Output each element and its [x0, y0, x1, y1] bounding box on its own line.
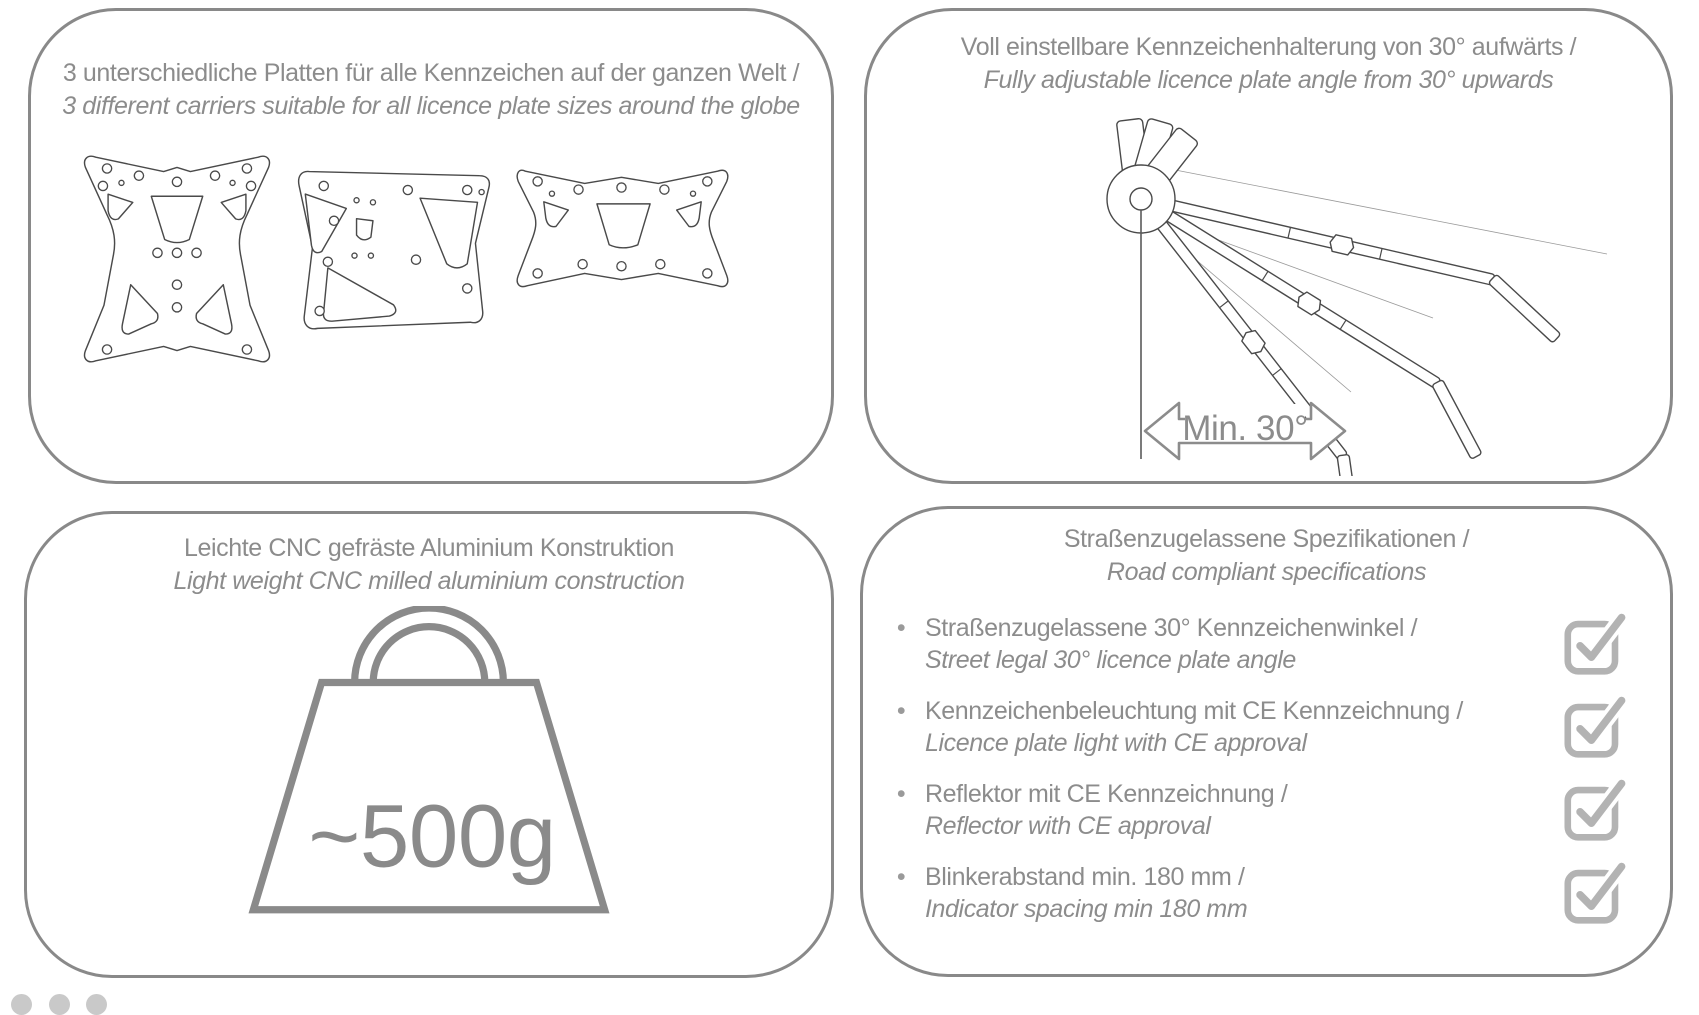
carrier-plate-1-drawing — [79, 151, 275, 367]
weight-value-label: ~500g — [308, 786, 556, 886]
adjustable-hinge-drawing — [995, 106, 1635, 476]
min-angle-arrow — [1145, 403, 1345, 459]
weight-title-de: Leichte CNC gefräste Aluminium Konstruktion — [184, 534, 674, 562]
checked-checkbox-icon — [1562, 775, 1634, 843]
angle-title-en: Fully adjustable licence plate angle from 30° upwards — [983, 66, 1554, 94]
spec-item-indicator-spacing — [877, 862, 1634, 926]
carriers-title — [31, 57, 831, 123]
min-angle-label: Min. 30° — [1182, 409, 1308, 448]
panel-carriers — [28, 8, 834, 484]
bullet-glyph: • — [896, 697, 906, 725]
spec-item-en: Licence plate light with CE approval — [925, 728, 1307, 757]
angle-title-de: Voll einstellbare Kennzeichenhalterung von 30° aufwärts / — [960, 33, 1577, 61]
bullet-glyph: • — [896, 614, 906, 642]
spec-item-light — [877, 696, 1634, 760]
spec-item-de: Straßenzugelassene 30° Kennzeichenwinkel / — [925, 614, 1418, 642]
carriers-title-de: 3 unterschiedliche Platten für alle Kennzeichen auf der ganzen Welt / — [62, 59, 800, 87]
bullet-glyph: • — [896, 863, 906, 891]
bullet-glyph: • — [896, 780, 906, 808]
weight-title — [27, 532, 831, 598]
specs-title-en: Road compliant specifications — [1106, 558, 1427, 586]
spec-item-en: Street legal 30° licence plate angle — [925, 645, 1296, 674]
panel-weight — [24, 511, 834, 978]
angle-title — [867, 31, 1670, 97]
checked-checkbox-icon — [1562, 609, 1634, 677]
spec-item-angle — [877, 613, 1634, 677]
spec-item-de: Blinkerabstand min. 180 mm / — [925, 863, 1245, 891]
checked-checkbox-icon — [1562, 692, 1634, 760]
spec-item-en: Indicator spacing min 180 mm — [925, 894, 1248, 923]
panel-specs — [860, 506, 1673, 977]
carrier-plate-2-drawing — [293, 161, 498, 341]
specs-title — [863, 523, 1670, 589]
pager-dot-3[interactable] — [86, 994, 107, 1015]
carriers-title-en: 3 different carriers suitable for all licence plate sizes around the globe — [62, 92, 800, 120]
pager-dot-1[interactable] — [11, 994, 32, 1015]
pager-dot-2[interactable] — [49, 994, 70, 1015]
spec-item-reflector — [877, 779, 1634, 843]
specs-title-de: Straßenzugelassene Spezifikationen / — [1063, 525, 1470, 553]
spec-item-en: Reflector with CE approval — [925, 811, 1211, 840]
spec-item-de: Kennzeichenbeleuchtung mit CE Kennzeichnung / — [925, 697, 1463, 725]
plate-arm-upper — [1160, 197, 1572, 344]
panel-adjustable-angle — [864, 8, 1673, 484]
spec-list — [877, 613, 1634, 926]
weight-icon — [243, 606, 615, 918]
carrier-plate-3-drawing — [513, 163, 733, 301]
spec-item-de: Reflektor mit CE Kennzeichnung / — [925, 780, 1288, 808]
checked-checkbox-icon — [1562, 858, 1634, 926]
weight-title-en: Light weight CNC milled aluminium construction — [173, 567, 685, 595]
